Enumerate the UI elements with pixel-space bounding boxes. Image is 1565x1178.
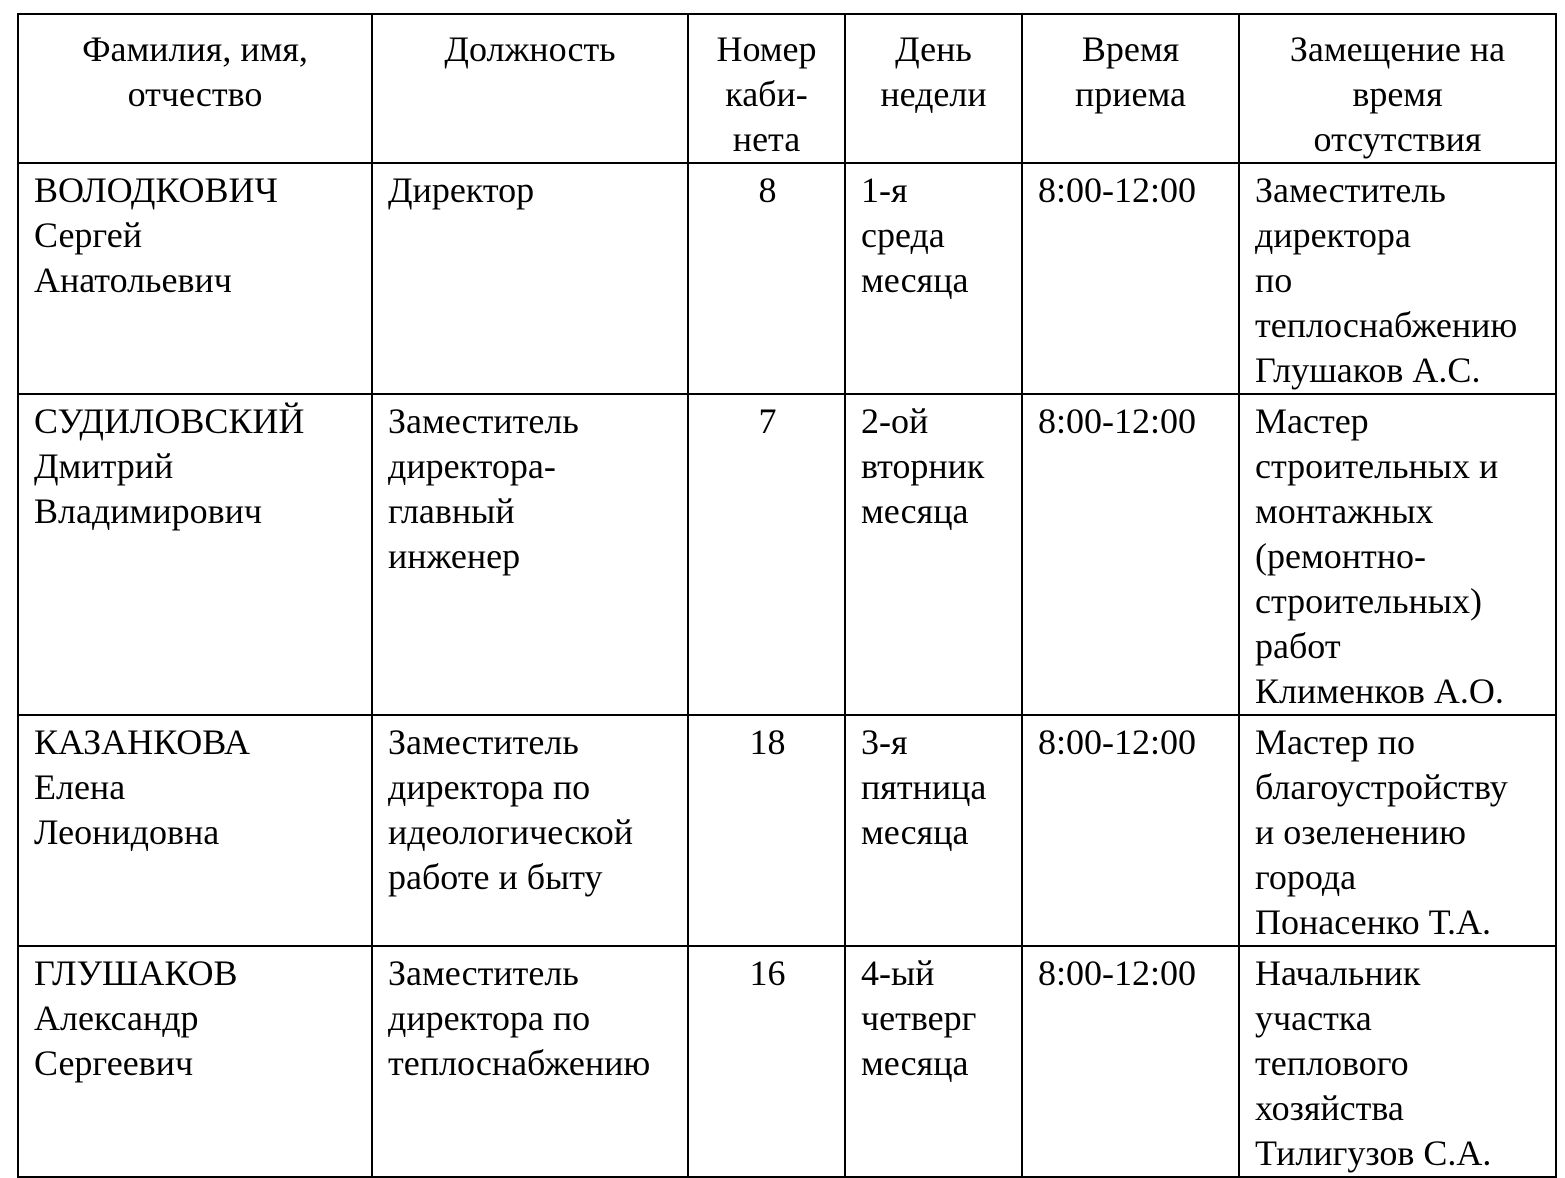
cell-weekday: 3-я пятница месяца xyxy=(845,715,1022,946)
reception-schedule-table xyxy=(17,13,1557,1178)
cell-full-name: ВОЛОДКОВИЧ Сергей Анатольевич xyxy=(18,163,372,394)
cell-reception-time: 8:00-12:00 xyxy=(1022,715,1239,946)
header-substitute: Замещение на время отсутствия xyxy=(1239,14,1556,163)
cell-reception-time: 8:00-12:00 xyxy=(1022,163,1239,394)
cell-full-name: КАЗАНКОВА Елена Леонидовна xyxy=(18,715,372,946)
cell-position: Заместитель директора- главный инженер xyxy=(372,394,688,715)
cell-position: Заместитель директора по идеологической работе и быту xyxy=(372,715,688,946)
cell-full-name: СУДИЛОВСКИЙ Дмитрий Владимирович xyxy=(18,394,372,715)
table-row xyxy=(18,394,1556,715)
header-full-name: Фамилия, имя, отчество xyxy=(18,14,372,163)
cell-reception-time: 8:00-12:00 xyxy=(1022,394,1239,715)
cell-position: Заместитель директора по теплоснабжению xyxy=(372,946,688,1177)
table-header-row xyxy=(18,14,1556,163)
cell-substitute: Начальник участка теплового хозяйства Тилигузов С.А. xyxy=(1239,946,1556,1177)
header-room-number: Номер каби- нета xyxy=(688,14,845,163)
header-reception-time: Время приема xyxy=(1022,14,1239,163)
header-weekday: День недели xyxy=(845,14,1022,163)
table-row xyxy=(18,715,1556,946)
table-row xyxy=(18,946,1556,1177)
cell-weekday: 2-ой вторник месяца xyxy=(845,394,1022,715)
cell-weekday: 4-ый четверг месяца xyxy=(845,946,1022,1177)
cell-position: Директор xyxy=(372,163,688,394)
cell-room-number: 8 xyxy=(688,163,845,394)
cell-weekday: 1-я среда месяца xyxy=(845,163,1022,394)
cell-substitute: Мастер по благоустройству и озеленению города Понасенко Т.А. xyxy=(1239,715,1556,946)
cell-full-name: ГЛУШАКОВ Александр Сергеевич xyxy=(18,946,372,1177)
cell-substitute: Заместитель директора по теплоснабжению Глушаков А.С. xyxy=(1239,163,1556,394)
table-row xyxy=(18,163,1556,394)
cell-reception-time: 8:00-12:00 xyxy=(1022,946,1239,1177)
cell-substitute: Мастер строительных и монтажных (ремонтно- строительных) работ Клименков А.О. xyxy=(1239,394,1556,715)
cell-room-number: 7 xyxy=(688,394,845,715)
cell-room-number: 16 xyxy=(688,946,845,1177)
cell-room-number: 18 xyxy=(688,715,845,946)
header-position: Должность xyxy=(372,14,688,163)
